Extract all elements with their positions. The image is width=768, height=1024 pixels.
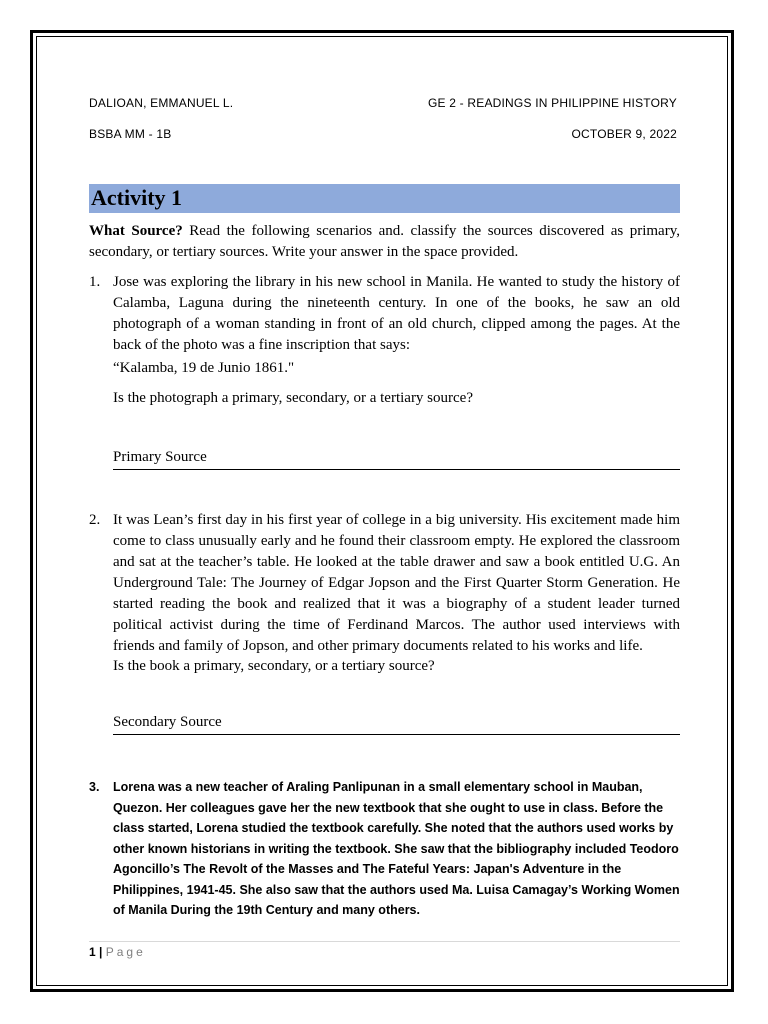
date: OCTOBER 9, 2022: [571, 127, 677, 141]
page-separator: |: [99, 945, 103, 959]
student-name: DALIOAN, EMMANUEL L.: [89, 96, 234, 110]
item-number: 3.: [89, 780, 100, 794]
item-question: Is the book a primary, secondary, or a tertiary source?: [113, 658, 435, 674]
instructions-text: Read the following scenarios and. classify the sources discovered as primary, secondary, or tertiary sources. Write your answer in the space provided.: [89, 223, 680, 260]
activity-instructions: [89, 221, 680, 263]
course-title: GE 2 - READINGS IN PHILIPPINE HISTORY: [427, 96, 677, 110]
item-paragraph: It was Lean’s first day in his first year of college in a big university. His excitement made him come to class unusually early and he found their classroom empty. He explored the classroom and sat at the teacher’s table. He looked at the table drawer and saw a book entitled U.G. An Underground Tale: The Journey of Edgar Jopson and the First Quarter Storm Generation. He started reading the book and realized that it was a biography of a student leader turned political activist during the time of Ferdinand Marcos. The author used interviews with friends and family of Jopson, and other primary documents related to his works and life.: [113, 512, 680, 654]
activity-banner: [89, 184, 680, 213]
page-number: 1: [89, 945, 96, 959]
item-number: 1.: [89, 274, 101, 290]
item-number: 2.: [89, 512, 101, 528]
activity-title: Activity 1: [91, 185, 183, 210]
item-paragraph: Lorena was a new teacher of Araling Panlipunan in a small elementary school in Mauban, Quezon. Her colleagues gave her the new textbook that she ought to use in class. Before the class started, Lorena studied the textbook carefully. She noted that the authors used works by other known historians in writing the textbook. She saw that the bibliography included Teodoro Agoncillo’s The Revolt of the Masses and The Fateful Years: Japan's Adventure in the Philippines, 1941-45. She also saw that the authors used Ma. Luisa Camagay’s Working Women of Manila During the 19th Century and many others.: [113, 780, 680, 917]
item-quote: “Kalamba, 19 de Junio 1861.": [113, 360, 295, 376]
page-label: Page: [105, 945, 146, 959]
section: BSBA MM - 1B: [89, 127, 172, 141]
answer-field[interactable]: Secondary Source: [113, 713, 680, 735]
page-footer: [89, 945, 146, 959]
answer-field[interactable]: Primary Source: [113, 448, 680, 470]
item-question: Is the photograph a primary, secondary, or a tertiary source?: [113, 390, 473, 406]
instructions-bold: What Source?: [89, 223, 183, 239]
item-paragraph: Jose was exploring the library in his new school in Manila. He wanted to study the history of Calamba, Laguna during the nineteenth century. In one of the books, he saw an old photograph of a woman standing in front of an old church, clipped among the pages. At the back of the photo was a fine inscription that says:: [113, 274, 680, 353]
footer-divider: [89, 941, 680, 942]
